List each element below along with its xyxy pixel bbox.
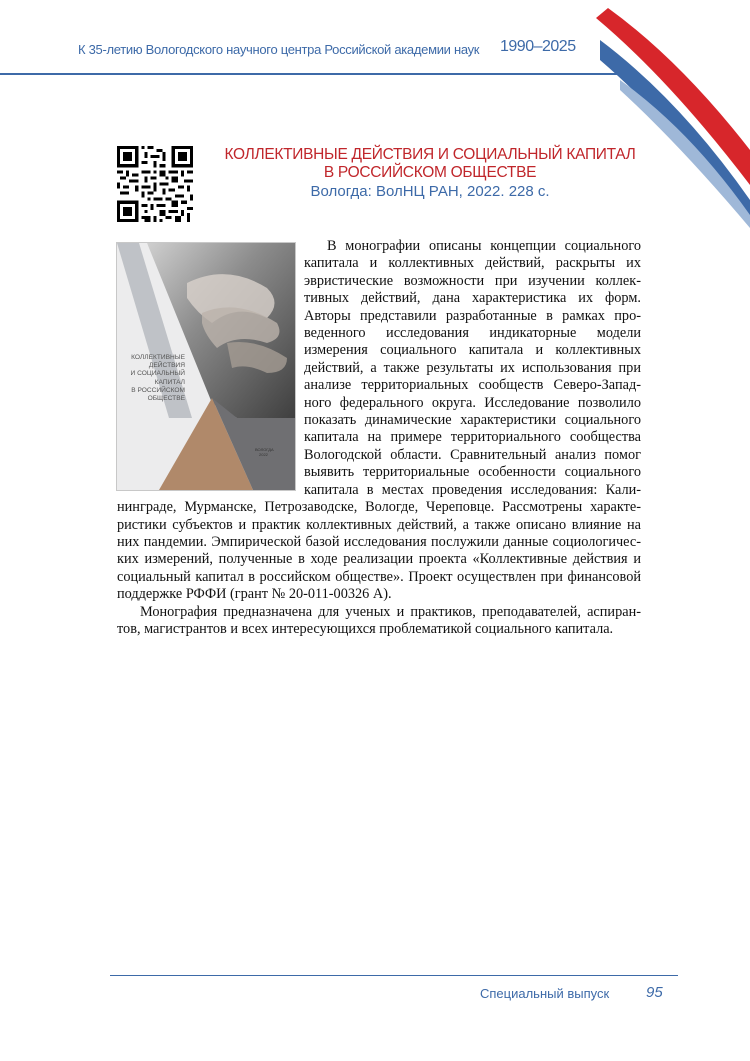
footer-issue-label: Специальный выпуск bbox=[480, 986, 610, 1001]
cover-title-line: ДЕЙСТВИЯ bbox=[148, 362, 185, 370]
cover-city: ВОЛОГДА bbox=[255, 447, 274, 452]
cover-title-line: ОБЩЕСТВЕ bbox=[147, 395, 185, 403]
book-title-line-2: В РОССИЙСКОМ ОБЩЕСТВЕ bbox=[323, 164, 537, 181]
book-title-line-1: КОЛЛЕКТИВНЫЕ ДЕЙСТВИЯ И СОЦИАЛЬНЫЙ КАПИТАЛ bbox=[224, 146, 636, 163]
publication-info: Вологда: ВолНЦ РАН, 2022. 228 с. bbox=[310, 183, 550, 200]
cover-title-line: В РОССИЙСКОМ bbox=[131, 386, 185, 394]
qr-code bbox=[117, 146, 193, 222]
book-heading bbox=[205, 146, 655, 201]
cover-year: 2022 bbox=[259, 452, 268, 457]
article-body bbox=[117, 238, 641, 638]
cover-title-line: И СОЦИАЛЬНЫЙ bbox=[130, 370, 185, 378]
footer-rule bbox=[110, 975, 678, 976]
paragraph-2: Монография предназначена для ученых и практиков, преподавателей, аспирантов, магистрантов и всех интересующихся проблематикой социального капитала. bbox=[117, 603, 641, 637]
header-years: 1990–2025 bbox=[500, 38, 576, 55]
paragraph-1: В монографии описаны концепции социального капитала и коллективных действий, раскрыты их эвристические возможности при изучении коллективных действий, дана характеристика их форм. Авторы представили разработанные в рамках проведенного исследования индикаторные модели измерения социального капитала и коллективных действий, а также результаты их использования при анализе территориальных сообществ Северо-Западного федерального округа. Исследование позволило показать динамические характеристики социального капитала на примере территориального сообщества Вологодской области. Сравнительный анализ помог выявить территориальные особенности социального капитала в местах проведения исследования: Калининграде, Мурманске, Петрозаводске, Вологде, Череповце. Рассмотрены характеристики субъектов и практик коллективных действий, а также описано влияние на них пандемии. Эмпирической базой исследования послужили данные социологических измерений, полученные в ходе реализации проекта «Коллективные действия и социальный капитал в российском обществе». Проект осуществлен при финансовой поддержке РФФИ (грант № 20-011-00326 А). bbox=[117, 238, 641, 603]
cover-title-line: КОЛЛЕКТИВНЫЕ bbox=[131, 354, 185, 361]
cover-title-line: КАПИТАЛ bbox=[154, 378, 185, 386]
header-rule bbox=[0, 73, 640, 75]
cover-spacer bbox=[117, 238, 304, 496]
running-header: К 35-летию Вологодского научного центра Российской академии наук bbox=[78, 42, 480, 57]
page-number: 95 bbox=[646, 984, 663, 1001]
